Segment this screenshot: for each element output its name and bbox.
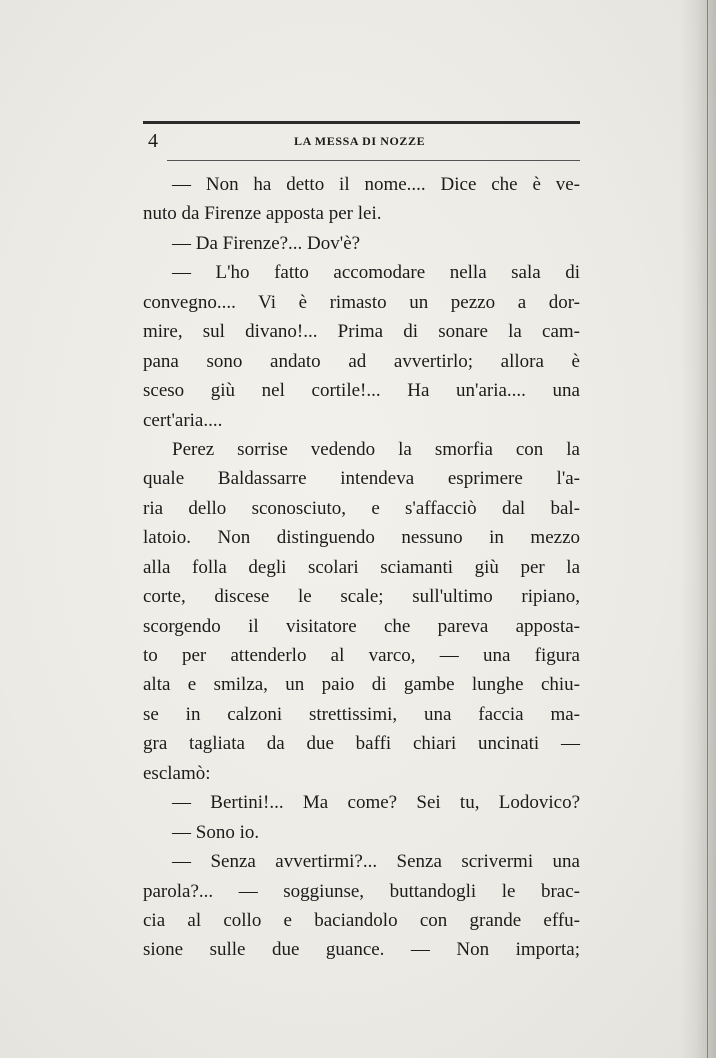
text-line: — Senza avvertirmi?... Senza scrivermi una — [172, 851, 580, 873]
body-text — [143, 170, 580, 965]
text-line: — Bertini!... Ma come? Sei tu, Lodovico? — [172, 792, 580, 814]
text-line: — L'ho fatto accomodare nella sala di — [172, 262, 580, 284]
text-line: convegno.... Vi è rimasto un pezzo a dor- — [143, 291, 580, 313]
header-rule-bottom — [167, 160, 580, 161]
header-rule-top — [143, 121, 580, 124]
text-line: ria dello sconosciuto, e s'affacciò dal bal- — [143, 497, 580, 519]
page-gutter-shadow — [680, 0, 716, 1058]
page-edge-line — [707, 0, 708, 1058]
text-line: mire, sul divano!... Prima di sonare la cam- — [143, 321, 580, 343]
running-title: LA MESSA DI NOZZE — [294, 134, 426, 148]
text-line: Perez sorrise vedendo la smorfia con la — [172, 438, 580, 460]
text-line: se in calzoni strettissimi, una faccia ma- — [143, 703, 580, 725]
text-line: corte, discese le scale; sull'ultimo ripiano, — [143, 586, 580, 608]
text-line: quale Baldassarre intendeva esprimere l'a- — [143, 468, 580, 490]
text-line: sione sulle due guance. — Non importa; — [143, 939, 580, 961]
text-line: — Da Firenze?... Dov'è? — [172, 232, 361, 254]
text-line: sceso giù nel cortile!... Ha un'aria.... una — [143, 380, 580, 402]
text-line: pana sono andato ad avvertirlo; allora è — [143, 350, 580, 372]
text-line: — Sono io. — [172, 821, 260, 843]
text-line: nuto da Firenze apposta per lei. — [143, 203, 382, 225]
text-line: scorgendo il visitatore che pareva apposta- — [143, 615, 580, 637]
text-line: gra tagliata da due baffi chiari uncinati — — [143, 733, 580, 755]
text-line: cia al collo e baciandolo con grande effu- — [143, 909, 580, 931]
text-line: — Non ha detto il nome.... Dice che è ve- — [172, 174, 580, 195]
page-number: 4 — [148, 130, 158, 152]
text-line: alla folla degli scolari sciamanti giù per la — [143, 556, 580, 578]
text-line: cert'aria.... — [143, 409, 223, 431]
text-line: parola?... — soggiunse, buttandogli le brac- — [143, 880, 580, 902]
text-line: to per attenderlo al varco, — una figura — [143, 645, 580, 666]
text-line: alta e smilza, un paio di gambe lunghe chiu- — [143, 674, 580, 696]
text-line: latoio. Non distinguendo nessuno in mezzo — [143, 527, 580, 549]
text-line: esclamò: — [143, 762, 211, 784]
